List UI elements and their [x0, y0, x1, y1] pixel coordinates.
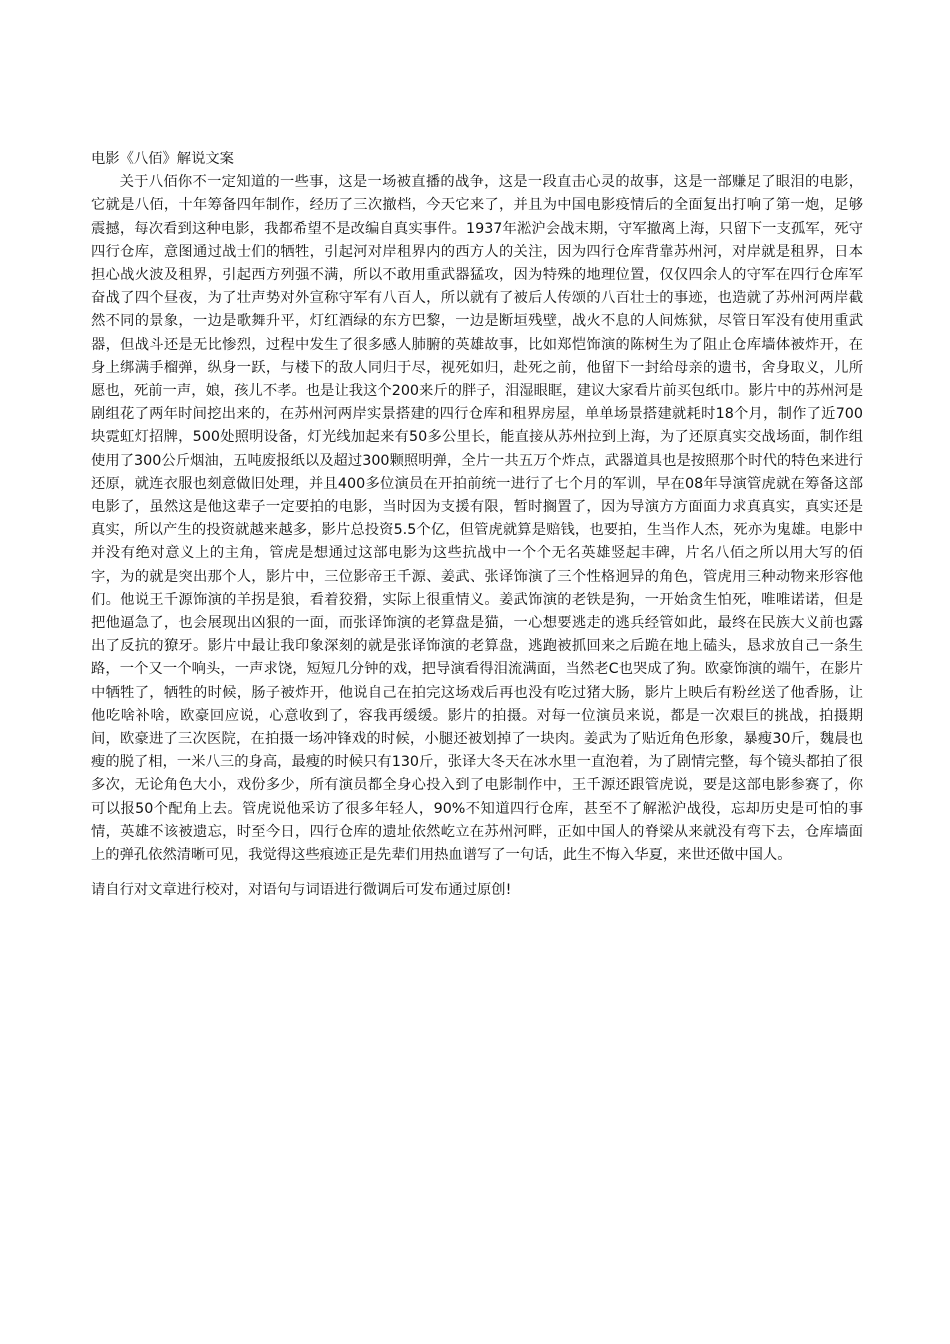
document-title: 电影《八佰》解说文案: [91, 151, 234, 167]
document-body: 关于八佰你不一定知道的一些事，这是一场被直播的战争，这是一段直击心灵的故事，这是一部赚足了眼泪的电影，它就是八佰，十年筹备四年制作，经历了三次撤档，今天它来了，并且为中国电影疫情后的全面复出打响了第一炮，足够震撼，每次看到这种电影，我都希望不是改编自真实事件。1937年淞沪会战末期，守军撤离上海，只留下一支孤军，死守四行仓库，意图通过战士们的牺牲，引起河对岸租界内的西方人的关注，因为四行仓库背靠苏州河，对岸就是租界，日本担心战火波及租界，引起西方列强不满，所以不敢用重武器猛攻，因为特殊的地理位置，仅仅四余人的守军在四行仓库军奋战了四个昼夜，为了壮声势对外宣称守军有八百人，所以就有了被后人传颂的八百壮士的事迹，也造就了苏州河两岸截然不同的景象，一边是歌舞升平，灯红酒绿的东方巴黎，一边是断垣残壁，战火不息的人间炼狱，尽管日军没有使用重武器，但战斗还是无比惨烈，过程中发生了很多感人肺腑的英雄故事，比如郑恺饰演的陈树生为了阻止仓库墙体被炸开，在身上绑满手榴弹，纵身一跃，与楼下的敌人同归于尽，视死如归，赴死之前，他留下一封给母亲的遗书，舍身取义，儿所愿也，死前一声，娘，孩儿不孝。也是让我这个200来斤的胖子，泪湿眼眶，建议大家看片前买包纸巾。影片中的苏州河是剧组花了两年时间挖出来的，在苏州河两岸实景搭建的四行仓库和租界房屋，单单场景搭建就耗时18个月，制作了近700块霓虹灯招牌，500处照明设备，灯光线加起来有50多公里长，能直接从苏州拉到上海，为了还原真实交战场面，制作组使用了300公斤烟油，五吨废报纸以及超过300颗照明弹，全片一共五万个炸点，武器道具也是按照那个时代的特色来进行还原，就连衣服也刻意做旧处理，并且400多位演员在开拍前统一进行了七个月的军训，早在08年导演管虎就在筹备这部电影了，虽然这是他这辈子一定要拍的电影，当时因为支援有限，暂时搁置了，因为导演方方面面力求真真实，真实还是真实，所以产生的投资就越来越多，影片总投资5.5个亿，但管虎就算是赔钱，也要拍，生当作人杰，死亦为鬼雄。电影中并没有绝对意义上的主角，管虎是想通过这部电影为这些抗战中一个个无名英雄竖起丰碑，片名八佰之所以用大写的佰字，为的就是突出那个人，影片中，三位影帝王千源、姜武、张译饰演了三个性格迥异的角色，管虎用三种动物来形容他们。他说王千源饰演的羊拐是狼，看着狡猾，实际上很重情义。姜武饰演的老铁是狗，一开始贪生怕死，唯唯诺诺，但是把他逼急了，也会展现出凶狠的一面，而张译饰演的老算盘是猫，一心想要逃走的逃兵经管如此，最终在民族大义前也露出了反抗的獠牙。影片中最让我印象深刻的就是张译饰演的老算盘，逃跑被抓回来之后跪在地上磕头，恳求放自己一条生路，一个又一个响头，一声求饶，短短几分钟的戏，把导演看得泪流满面，当然老C也哭成了狗。欧豪饰演的端午，在影片中牺牲了，牺牲的时候，肠子被炸开，他说自己在拍完这场戏后再也没有吃过猪大肠，影片上映后有粉丝送了他香肠，让他吃啥补啥，欧豪回应说，心意收到了，容我再缓缓。影片的拍摄。对每一位演员来说，都是一次艰巨的挑战，拍摄期间，欧豪进了三次医院，在拍摄一场冲锋戏的时候，小腿还被划掉了一块肉。姜武为了贴近角色形象，暴瘦30斤，魏晨也瘦的脱了相，一米八三的身高，最瘦的时候只有130斤，张译大冬天在冰水里一直泡着，为了剧情完整，每个镜头都拍了很多次，无论角色大小，戏份多少，所有演员都全身心投入到了电影制作中，王千源还跟管虎说，要是这部电影参赛了，你可以报50个配角上去。管虎说他采访了很多年轻人，90%不知道四行仓库，甚至不了解淞沪战役，忘却历史是可怕的事情，英雄不该被遗忘，时至今日，四行仓库的遗址依然屹立在苏州河畔，正如中国人的脊梁从来就没有弯下去，仓库墙面上的弹孔依然清晰可见，我觉得这些痕迹正是先辈们用热血谱写了一句话，此生不悔入华夏，来世还做中国人。: [91, 174, 863, 864]
footer-note: 请自行对文章进行校对，对语句与词语进行微调后可发布通过原创!: [91, 882, 512, 899]
document-page: [91, 148, 863, 903]
